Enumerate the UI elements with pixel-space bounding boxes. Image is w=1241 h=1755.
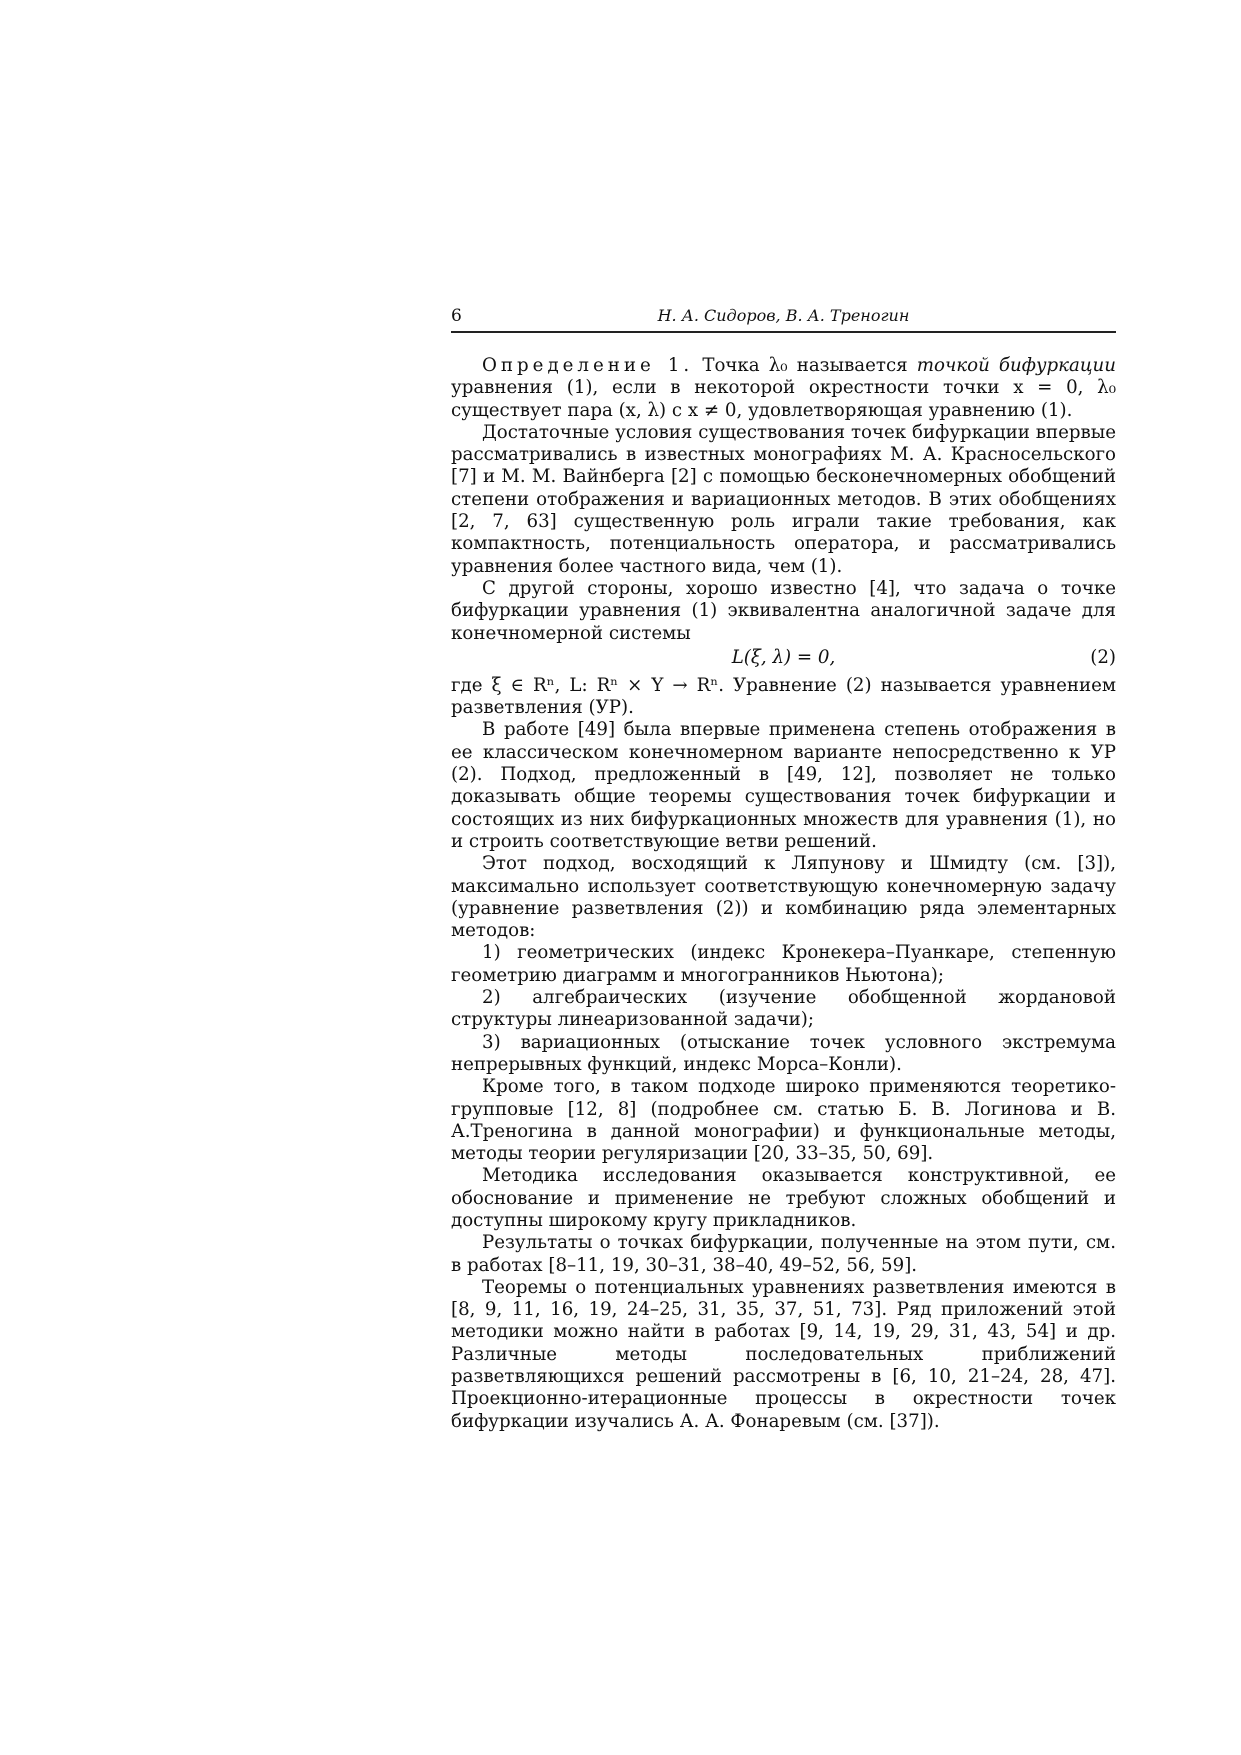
paragraph: Достаточные условия существования точек бифуркации впервые рассматривались в известных монографиях М. А. Красносельского [7] и М. М. Вайнберга [2] с помощью бесконечномерных обобщений степени отображения и вариационных методов. В этих обобщениях [2, 7, 63] существенную роль играли такие требования, как компактность, потенциальность оператора, и рассматривались уравнения более частного вида, чем (1). xyxy=(451,421,1116,577)
definition-term: точкой бифуркации xyxy=(916,355,1116,376)
equation-formula: L(ξ, λ) = 0, xyxy=(731,646,836,668)
text-body xyxy=(451,355,1116,1433)
page-header xyxy=(451,298,1116,333)
paragraph: Теоремы о потенциальных уравнениях разветвления имеются в [8, 9, 11, 16, 19, 24–25, 31, 35, 37, 51, 73]. Ряд приложений этой методики можно найти в работах [9, 14, 19, 29, 31, 43, 54] и др. Различные методы последовательных приближений разветвляющихся решений рассмотрены в [6, 10, 21–24, 28, 47]. Проекционно-итерационные процессы в окрестности точек бифуркации изучались А. А. Фонаревым (см. [37]). xyxy=(451,1276,1116,1432)
equation xyxy=(451,647,1116,673)
list-item: 3) вариационных (отыскание точек условного экстремума непрерывных функций, индекс Морса–Конли). xyxy=(451,1031,1116,1075)
paragraph: Результаты о точках бифуркации, полученные на этом пути, см. в работах [8–11, 19, 30–31, 38–40, 49–52, 56, 59]. xyxy=(451,1232,1116,1276)
paragraph: Кроме того, в таком подходе широко применяются теоретико-групповые [12, 8] (подробнее см. статью Б. В. Логинова и В. А.Треногина в данной монографии) и функциональные методы, методы теории регуляризации [20, 33–35, 50, 69]. xyxy=(451,1076,1116,1165)
equation-number: (2) xyxy=(1090,646,1116,668)
list-item: 2) алгебраических (изучение обобщенной жордановой структуры линеаризованной задачи); xyxy=(451,987,1116,1031)
list-item: 1) геометрических (индекс Кронекера–Пуанкаре, степенную геометрию диаграмм и многогранников Ньютона); xyxy=(451,942,1116,986)
paragraph: где ξ ∈ Rⁿ, L: Rⁿ × Υ → Rⁿ. Уравнение (2) называется уравнением разветвления (УР). xyxy=(451,674,1116,719)
paragraph: Методика исследования оказывается конструктивной, ее обоснование и применение не требуют сложных обобщений и доступны широкому кругу прикладников. xyxy=(451,1165,1116,1231)
paragraph: Этот подход, восходящий к Ляпунову и Шмидту (см. [3]), максимально использует соответствующую конечномерную задачу (уравнение разветвления (2)) и комбинацию ряда элементарных методов: xyxy=(451,853,1116,942)
definition-text-b: уравнения (1), если в некоторой окрестности точки x = 0, λ₀ существует пара (x, λ) с x ≠ 0, удовлетворяющая уравнению (1). xyxy=(451,377,1116,421)
paragraph: С другой стороны, хорошо известно [4], что задача о точке бифуркации уравнения (1) эквивалентна аналогичной задаче для конечномерной системы xyxy=(451,577,1116,644)
paragraph: В работе [49] была впервые применена степень отображения в ее классическом конечномерном варианте непосредственно к УР (2). Подход, предложенный в [49, 12], позволяет не только доказывать общие теоремы существования точек бифуркации и состоящих из них бифуркационных множеств для уравнения (1), но и строить соответствующие ветви решений. xyxy=(451,719,1116,852)
page-number: 6 xyxy=(451,306,462,326)
page xyxy=(451,298,1116,1433)
running-head: Н. А. Сидоров, В. А. Треногин xyxy=(657,306,910,325)
definition-lead: Определение 1. xyxy=(482,355,694,376)
definition-paragraph xyxy=(451,355,1116,422)
definition-text-a: Точка λ₀ называется xyxy=(693,355,917,376)
